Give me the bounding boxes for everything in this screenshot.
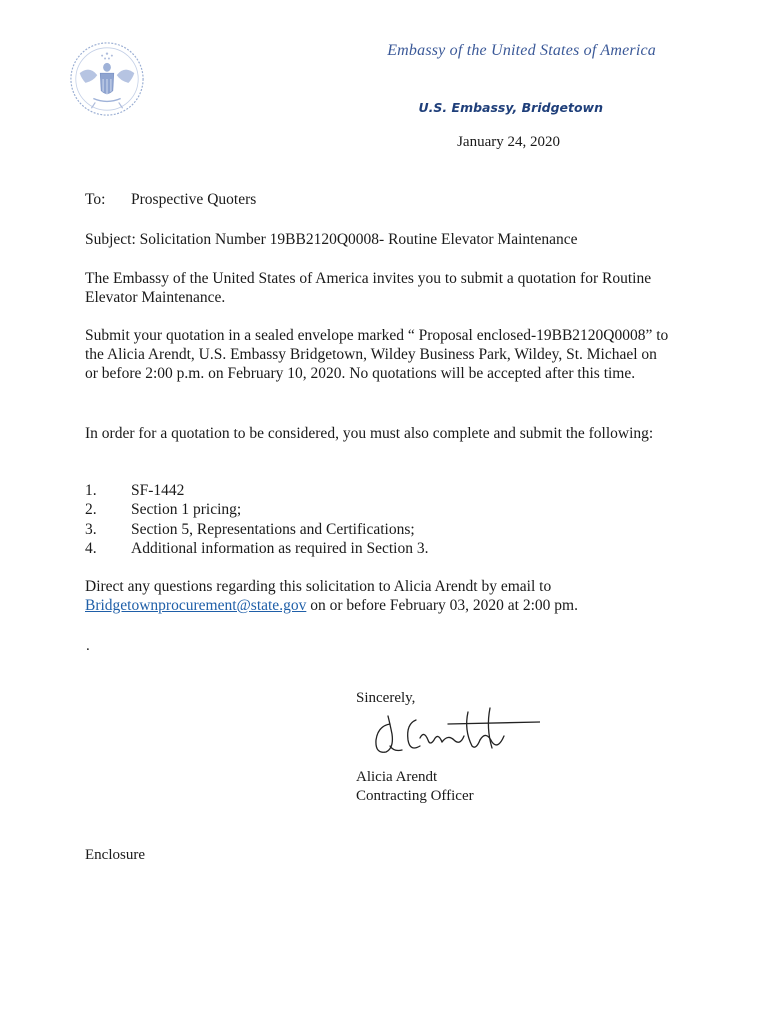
contact-deadline: on or before February 03, 2020 at 2:00 pm. bbox=[306, 597, 578, 614]
list-text: Section 5, Representations and Certifications; bbox=[131, 520, 415, 538]
salutation: Sincerely, bbox=[356, 690, 416, 706]
enclosure-note: Enclosure bbox=[85, 847, 145, 863]
signer-name: Alicia Arendt bbox=[356, 769, 438, 785]
submission-paragraph: Submit your quotation in a sealed envelope marked “ Proposal enclosed-19BB2120Q0008” to the Alicia Arendt, U.S. Embassy Bridgetown, Wildey Business Park, Wildey, St. Michael on or before 2:00 p.m. on February 10, 2020. No quotations will be accepted after this time. bbox=[85, 327, 669, 382]
intro-paragraph: The Embassy of the United States of America invites you to submit a quotation for Routine Elevator Maintenance. bbox=[85, 270, 652, 306]
embassy-office: U.S. Embassy, Bridgetown bbox=[418, 100, 603, 115]
list-item bbox=[85, 539, 645, 558]
list-number: 1. bbox=[85, 482, 97, 499]
handwritten-signature bbox=[368, 700, 540, 764]
list-number: 4. bbox=[85, 539, 97, 557]
letter-date: January 24, 2020 bbox=[457, 134, 560, 150]
list-item bbox=[85, 481, 645, 500]
to-label: To: bbox=[85, 191, 106, 208]
list-item bbox=[85, 520, 645, 539]
stray-mark: . bbox=[86, 638, 90, 654]
list-number: 3. bbox=[85, 520, 97, 538]
great-seal-icon bbox=[68, 40, 146, 118]
requirements-intro: In order for a quotation to be considered, you must also complete and submit the following: bbox=[85, 425, 654, 442]
requirements-list bbox=[85, 481, 645, 558]
signer-title: Contracting Officer bbox=[356, 788, 474, 804]
list-text: Additional information as required in Section 3. bbox=[131, 539, 429, 557]
signer-block bbox=[356, 768, 474, 806]
embassy-name: Embassy of the United States of America bbox=[387, 42, 656, 59]
email-link[interactable]: Bridgetownprocurement@state.gov bbox=[85, 597, 307, 614]
list-text: Section 1 pricing; bbox=[131, 501, 242, 519]
contact-text: Direct any questions regarding this solicitation to Alicia Arendt by email to bbox=[85, 578, 552, 595]
contact-paragraph bbox=[85, 577, 665, 615]
subject-line: Subject: Solicitation Number 19BB2120Q0008- Routine Elevator Maintenance bbox=[85, 231, 578, 248]
recipient: Prospective Quoters bbox=[131, 191, 257, 208]
list-number: 2. bbox=[85, 501, 97, 519]
list-text: SF-1442 bbox=[131, 482, 185, 499]
list-item bbox=[85, 500, 645, 519]
